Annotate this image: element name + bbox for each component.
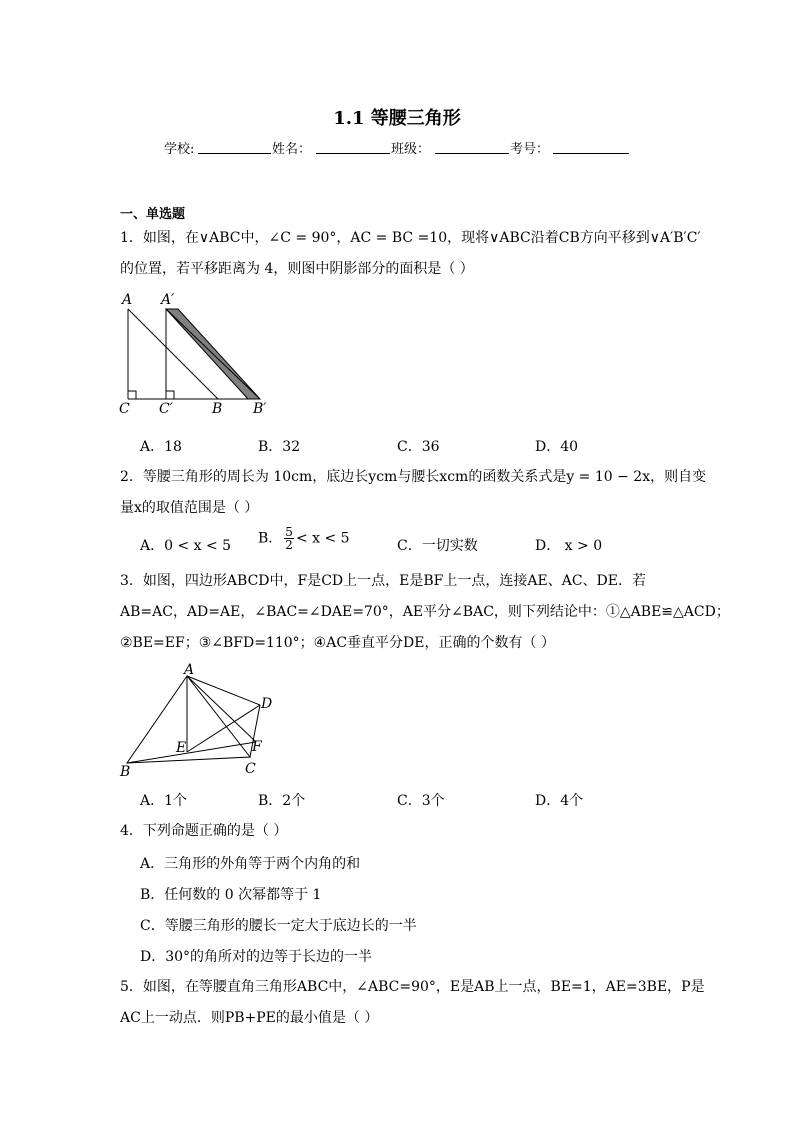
q4-option-b[interactable]: B．任何数的 0 次幂都等于 1 [140, 887, 322, 903]
q2-option-d[interactable]: D． x > 0 [535, 538, 603, 554]
q2-stem-line1: 2．等腰三角形的周长为 10cm，底边长ycm与腰长xcm的函数关系式是y = 10 − 2x，则自变 [120, 469, 707, 485]
q2-option-c[interactable]: C．一切实数 [397, 538, 478, 554]
q2-option-b-prefix: B． [258, 530, 283, 547]
q3-option-c[interactable]: C．3个 [397, 793, 445, 809]
school-label: 学校: [164, 142, 195, 157]
label-E: E [176, 740, 187, 756]
name-blank[interactable] [316, 153, 390, 154]
label-B2: B′ [253, 401, 267, 417]
name-label: 姓名： [272, 142, 312, 157]
q1-option-a[interactable]: A．18 [140, 439, 182, 455]
number-blank[interactable] [553, 153, 629, 154]
label-D: D [261, 696, 273, 712]
school-blank[interactable] [198, 153, 271, 154]
triangle-abc [127, 676, 250, 763]
q1-option-c[interactable]: C．36 [397, 439, 440, 455]
right-angle-mark-c [128, 391, 136, 399]
q3-stem-line1: 3．如图，四边形ABCD中，F是CD上一点，E是BF上一点，连接AE、AC、DE．若 [120, 573, 646, 589]
q1-stem-line2: 的位置，若平移距离为 4，则图中阴影部分的面积是（ ） [120, 261, 474, 277]
fraction-denominator: 2 [285, 538, 293, 552]
q3-option-a[interactable]: A．1个 [140, 793, 188, 809]
q5-stem-line2: AC上一动点．则PB+PE的最小值是（ ） [120, 1010, 379, 1026]
q4-option-a[interactable]: A．三角形的外角等于两个内角的和 [140, 856, 361, 872]
q4-option-c[interactable]: C．等腰三角形的腰长一定大于底边长的一半 [140, 918, 417, 934]
q1-option-d[interactable]: D．40 [535, 439, 579, 455]
q4-stem: 4．下列命题正确的是（ ） [120, 823, 288, 839]
page-title: 1.1 等腰三角形 [333, 108, 461, 129]
q2-option-b-suffix: < x < 5 [295, 530, 350, 547]
label-A: A [184, 662, 195, 678]
label-A: A [122, 292, 133, 308]
q1-stem-line1: 1．如图，在∨ABC中，∠C = 90°，AC = BC =10，现将∨ABC沿着CB方向平移到∨A′B′C′ [120, 230, 701, 246]
q2-option-a[interactable]: A．0 < x < 5 [140, 538, 232, 554]
label-C: C [245, 761, 256, 777]
number-label: 考号： [510, 142, 550, 157]
right-angle-mark-c2 [166, 391, 174, 399]
label-B: B [212, 401, 223, 417]
section-heading: 一、单选题 [120, 207, 186, 222]
q3-option-b[interactable]: B．2个 [258, 793, 306, 809]
q3-stem-line3: ②BE=EF；③∠BFD=110°；④AC垂直平分DE，正确的个数有（ ） [120, 635, 555, 651]
q2-stem-line2: 量x的取值范围是（ ） [120, 500, 259, 516]
class-label: 班级： [391, 142, 431, 157]
label-C2: C′ [159, 401, 173, 417]
fraction-numerator: 5 [285, 525, 293, 539]
label-B: B [120, 764, 131, 780]
q1-figure [112, 290, 282, 418]
label-F: F [252, 739, 262, 755]
q2-option-b[interactable] [258, 526, 350, 551]
q3-figure [114, 660, 284, 782]
label-C: C [119, 401, 130, 417]
q5-stem-line1: 5．如图，在等腰直角三角形ABC中，∠ABC=90°，E是AB上一点，BE=1，AE=3BE，P是 [120, 979, 705, 995]
q3-stem-line2: AB=AC，AD=AE，∠BAC=∠DAE=70°，AE平分∠BAC，则下列结论中：①△ABE≌△ACD； [120, 604, 730, 620]
q4-option-d[interactable]: D．30°的角所对的边等于长边的一半 [140, 949, 373, 965]
class-blank[interactable] [435, 153, 509, 154]
q3-option-d[interactable]: D．4个 [535, 793, 584, 809]
label-A2: A′ [161, 292, 175, 308]
fraction [284, 526, 294, 551]
q1-option-b[interactable]: B．32 [258, 439, 301, 455]
